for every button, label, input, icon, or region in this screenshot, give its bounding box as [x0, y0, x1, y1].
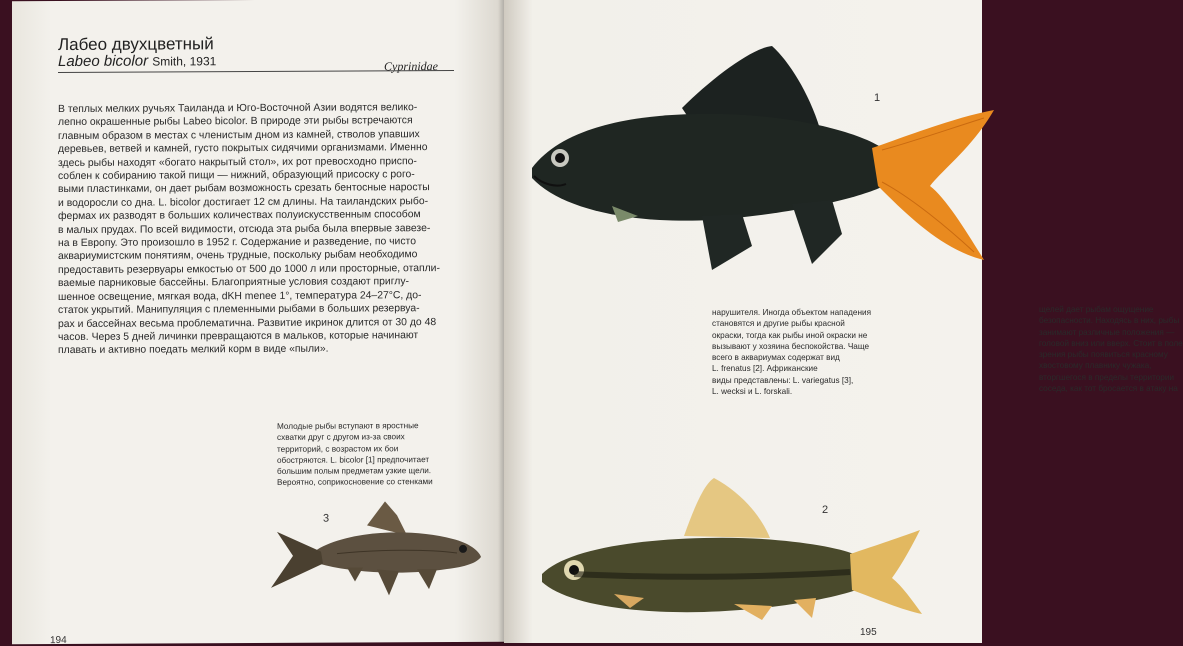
body-line: лепно окрашенные рыбы Labeo bicolor. В природе эти рыбы встречаются: [58, 115, 413, 129]
caption-line: вызывают у хозяина беспокойства. Чаще: [712, 341, 870, 351]
caption-line: вторгшегося в пределы территории: [1039, 372, 1174, 382]
latin-name: Labeo bicolor: [58, 52, 149, 71]
body-line: на в Европу. Это произошло в 1952 г. Содержание и разведение, по чисто: [58, 236, 416, 250]
body-line: ваемые парниковые бассейны. Благоприятные условия создают приглу-: [58, 276, 409, 290]
caption-line: головой вниз или вверх. Стоит в поле: [1039, 338, 1183, 348]
author-year: Smith, 1931: [152, 54, 217, 69]
caption-line: соседа, как тот бросается в атаку на: [1039, 384, 1178, 394]
body-line: главным образом в местах с членистым дном из камней, стволов упавших: [58, 128, 420, 142]
caption-line: L. wecksi и L. forskali.: [712, 387, 793, 397]
caption-line: L. frenatus [2]. Африканские: [712, 364, 818, 374]
caption-line: нарушителя. Иногда объектом нападения: [712, 308, 872, 317]
figure-number-3: 3: [323, 512, 330, 525]
family-name: Cyprinidae: [384, 59, 438, 74]
body-line: выми пластинками, он дает рыбам возможность срезать бентосные наросты: [58, 182, 430, 196]
caption-line: большим полым предметам узкие щели.: [277, 466, 432, 477]
fish-illustration-bicolor: [522, 38, 998, 283]
caption-line: хвостовому плавнику чужака,: [1039, 361, 1152, 371]
caption-column-2: [712, 307, 871, 397]
latin-name-line: [58, 52, 216, 70]
left-page: [12, 0, 504, 644]
fish-illustration-frenatus: [534, 474, 954, 624]
body-line: В теплых мелких ручьях Таиланда и Юго-Восточной Азии водятся велико-: [58, 102, 418, 116]
body-line: деревьев, ветвей и камней, густо покрытых сидячими организмами. Именно: [58, 142, 428, 156]
page-number-right: 195: [860, 627, 877, 638]
body-line: и водоросли со дна. L. bicolor достигает 12 см длины. На таиландских рыбо-: [58, 195, 429, 209]
caption-line: территорий, с возрастом их бои: [277, 443, 399, 454]
body-line: рах и бассейнах весьма проблематична. Развитие икринок длится от 30 до 48: [58, 316, 437, 330]
body-line: предоставить резервуары емкостью от 500 до 1000 л или просторные, отапли-: [58, 262, 440, 276]
caption-line: зрения рыбы появиться красному: [1039, 350, 1168, 360]
fish-illustration-variegatus: [257, 497, 482, 606]
body-line: фермах их разводят в больших количествах полуискусственным способом: [58, 209, 421, 223]
body-line: статок укрытий. Манипуляция с племенными рыбами в больших резервуа-: [58, 303, 420, 317]
body-line: плавать и активно поедать мелкий корм в виде «пыли».: [58, 343, 329, 357]
body-line: здесь рыбы находят «богато накрытый стол», их рот превосходно приспо-: [58, 155, 417, 169]
body-line: аквариумистским понятиям, очень трудные, поскольку рыбам необходимо: [58, 249, 418, 263]
caption-line: окраски, тогда как рыбы иной окраски не: [712, 330, 868, 340]
caption-line: всего в аквариумах содержат вид: [712, 353, 840, 363]
caption-line: занимают различные положения —: [1039, 327, 1175, 337]
caption-line: Молодые рыбы вступают в яростные: [277, 421, 419, 431]
caption-column-1: [1039, 304, 1183, 394]
caption-line: щелей дает рыбам ощущение: [1039, 305, 1154, 314]
figure-caption: [277, 420, 433, 489]
caption-line: схватки друг с другом из-за своих: [277, 432, 405, 443]
caption-line: становятся и другие рыбы красной: [712, 319, 845, 329]
body-line: соблен к собиранию такой пищи — нижний, образующий присоску с рого-: [58, 169, 415, 183]
body-text: [58, 101, 456, 358]
caption-line: безопасности. Находясь в них, рыбы: [1039, 316, 1180, 326]
caption-line: обостряются. L. bicolor [1] предпочитает: [277, 454, 430, 465]
caption-line: Вероятно, соприкосновение со стенками: [277, 477, 433, 488]
figure-number-2: 2: [822, 504, 829, 516]
page-number-left: 194: [50, 635, 67, 646]
figure-number-1: 1: [874, 92, 881, 104]
body-line: в малых прудах. По всей видимости, отсюда эта рыба была впервые завезе-: [58, 222, 431, 236]
body-line: часов. Через 5 дней личинки превращаются в мальков, которые начинают: [58, 330, 419, 343]
species-title: Лабео двухцветный: [58, 34, 214, 55]
body-line: шенное освещение, мягкая вода, dKH menee 1°, температура 24–27°C, до-: [58, 289, 422, 303]
right-page: [504, 0, 1183, 643]
caption-line: виды представлены: L. variegatus [3],: [712, 375, 854, 385]
